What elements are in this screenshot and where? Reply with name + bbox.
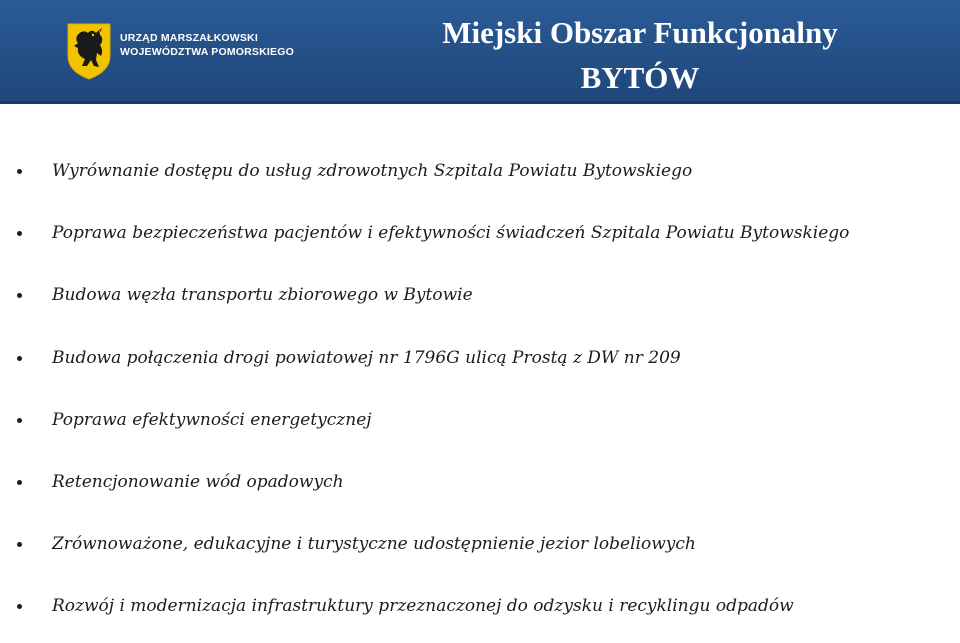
bullet-icon bbox=[17, 169, 22, 174]
bullet-icon bbox=[17, 480, 22, 485]
griffin-shield-icon bbox=[66, 22, 112, 80]
list-item-text: Budowa węzła transportu zbiorowego w Bytowie bbox=[52, 285, 473, 306]
list-item-text: Zrównoważone, edukacyjne i turystyczne udostępnienie jezior lobeliowych bbox=[52, 534, 696, 555]
list-item bbox=[0, 332, 960, 394]
list-item bbox=[0, 269, 960, 331]
list-item bbox=[0, 580, 960, 642]
page-title bbox=[340, 10, 940, 100]
bullet-icon bbox=[17, 418, 22, 423]
list-item-text: Poprawa bezpieczeństwa pacjentów i efektywności świadczeń Szpitala Powiatu Bytowskiego bbox=[52, 223, 850, 244]
list-item-text: Retencjonowanie wód opadowych bbox=[52, 471, 344, 492]
list-item-text: Wyrównanie dostępu do usług zdrowotnych Szpitala Powiatu Bytowskiego bbox=[52, 161, 693, 181]
bullet-icon bbox=[17, 542, 22, 547]
header-bar bbox=[0, 0, 960, 104]
list-item bbox=[0, 456, 960, 518]
logo bbox=[66, 22, 294, 80]
list-item bbox=[0, 207, 960, 269]
bullet-icon bbox=[17, 231, 22, 236]
logo-line-2: WOJEWÓDZTWA POMORSKIEGO bbox=[120, 46, 294, 58]
list-item-text: Rozwój i modernizacja infrastruktury przeznaczonej do odzysku i recyklingu odpadów bbox=[52, 596, 794, 617]
list-item bbox=[0, 394, 960, 456]
list-item-text: Poprawa efektywności energetycznej bbox=[52, 409, 372, 430]
title-line-1: Miejski Obszar Funkcjonalny bbox=[442, 15, 838, 50]
list-item-text: Budowa połączenia drogi powiatowej nr 1796G ulicą Prostą z DW nr 209 bbox=[52, 347, 681, 368]
title-line-2: BYTÓW bbox=[580, 60, 700, 95]
bullet-icon bbox=[17, 293, 22, 298]
list-item bbox=[0, 145, 960, 207]
bullet-icon bbox=[17, 356, 22, 361]
list-item bbox=[0, 518, 960, 580]
bullet-icon bbox=[17, 604, 22, 609]
bullet-list bbox=[0, 145, 960, 643]
logo-text bbox=[120, 31, 294, 59]
logo-line-1: URZĄD MARSZAŁKOWSKI bbox=[120, 32, 258, 44]
